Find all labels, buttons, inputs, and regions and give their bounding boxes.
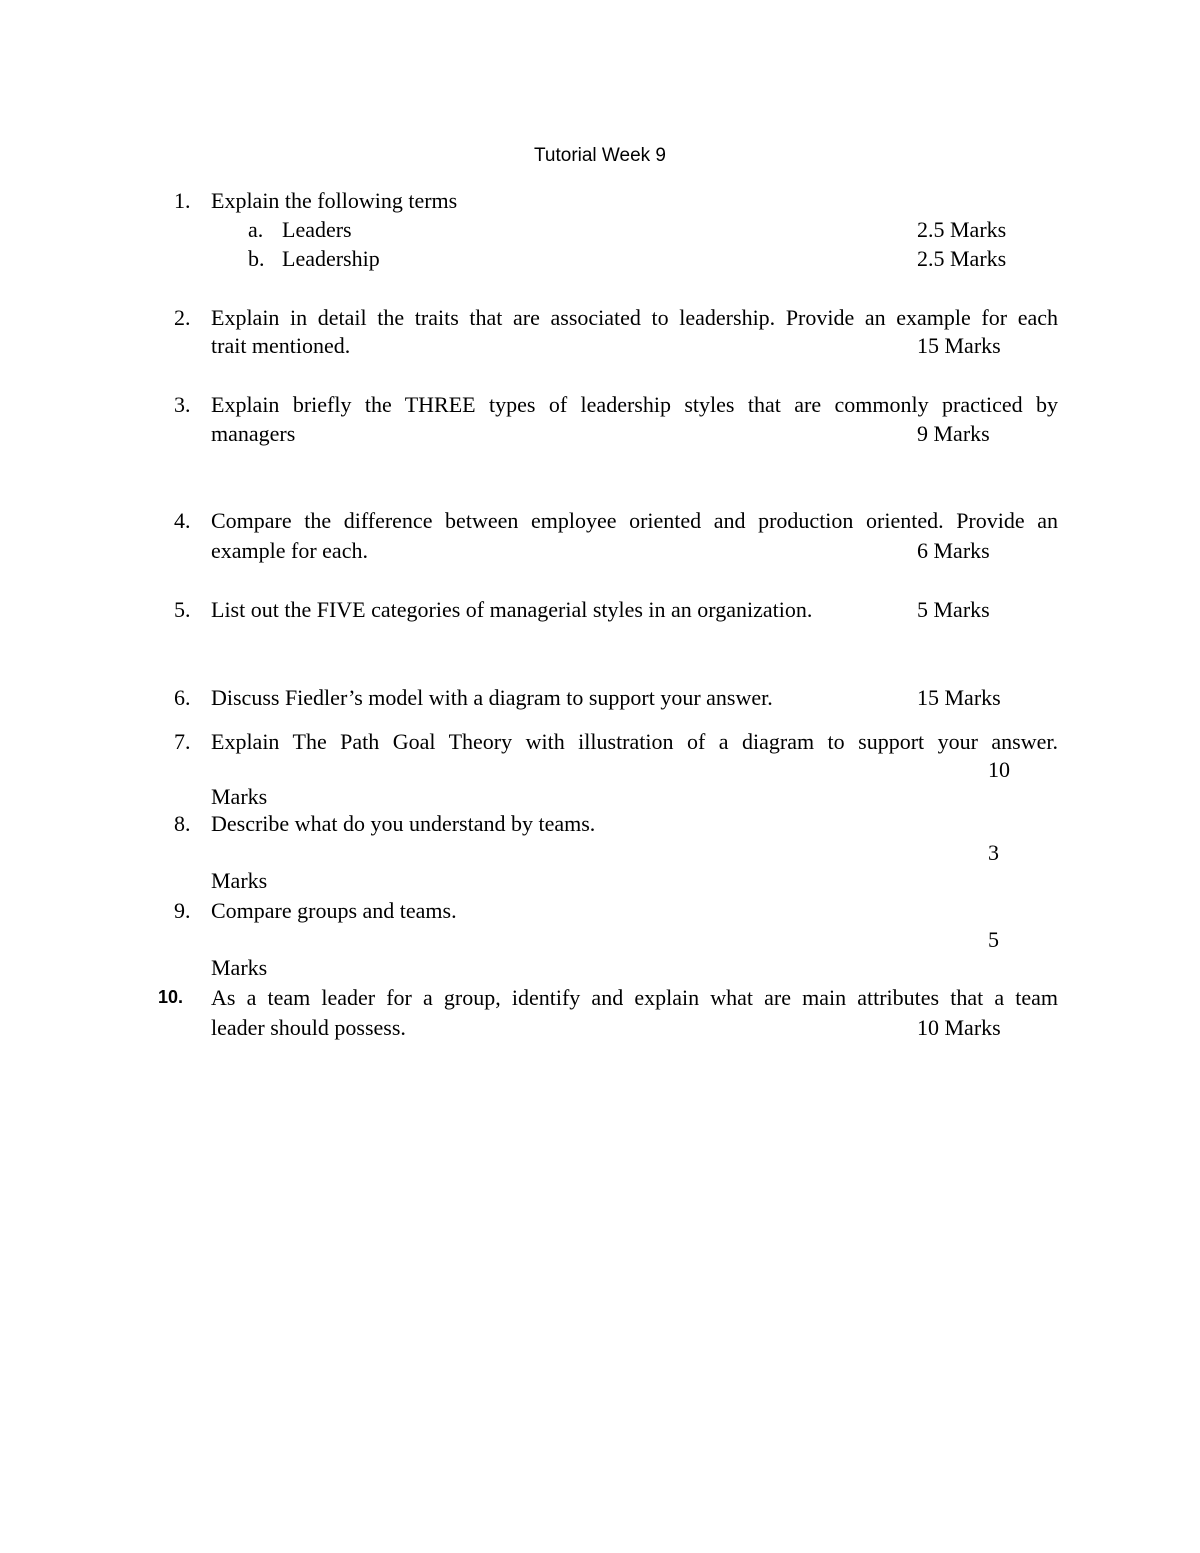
marks-label: 6 Marks: [917, 538, 990, 563]
part-text: Leadership: [282, 246, 380, 271]
question-text-line-2: leader should possess.: [211, 1015, 406, 1040]
question-number: 9.: [174, 898, 191, 923]
question-number: 1.: [174, 188, 191, 213]
document-title: Tutorial Week 9: [534, 145, 666, 166]
question-text-line-1: Compare the difference between employee oriented and production oriented. Provide an: [211, 508, 1058, 533]
marks-label: 15 Marks: [917, 685, 1001, 710]
part-letter: b.: [248, 246, 265, 271]
question-text-line-2: managers: [211, 421, 296, 446]
question-text-line-1: Explain briefly the THREE types of leadership styles that are commonly practiced by: [211, 392, 1058, 417]
marks-label: 2.5 Marks: [917, 217, 1007, 242]
marks-unit: Marks: [211, 955, 268, 980]
question-text: Discuss Fiedler’s model with a diagram to support your answer.: [211, 685, 773, 710]
marks-label: 15 Marks: [917, 333, 1001, 358]
marks-label: 9 Marks: [917, 421, 990, 446]
part-text: Leaders: [282, 217, 352, 242]
question-number: 3.: [174, 392, 191, 417]
marks-label: 5 Marks: [917, 597, 990, 622]
question-text-line-2: example for each.: [211, 538, 368, 563]
marks-value: 5: [988, 927, 999, 952]
question-text-line-1: As a team leader for a group, identify and explain what are main attributes that a team: [211, 985, 1058, 1010]
question-number: 2.: [174, 305, 191, 330]
part-letter: a.: [248, 217, 264, 242]
question-text-line-1: Explain in detail the traits that are associated to leadership. Provide an example for each: [211, 305, 1058, 330]
marks-label: 10 Marks: [917, 1015, 1001, 1040]
marks-value: 3: [988, 840, 999, 865]
question-text: Describe what do you understand by teams.: [211, 811, 596, 836]
question-number: 8.: [174, 811, 191, 836]
marks-unit: Marks: [211, 868, 268, 893]
question-text: List out the FIVE categories of managerial styles in an organization.: [211, 597, 813, 622]
question-number: 4.: [174, 508, 191, 533]
marks-value: 10: [988, 757, 1010, 782]
question-text: Explain the following terms: [211, 188, 458, 213]
question-number: 10.: [158, 987, 184, 1007]
marks-label: 2.5 Marks: [917, 246, 1007, 271]
question-text-line-2: trait mentioned.: [211, 333, 351, 358]
question-number: 7.: [174, 729, 191, 754]
question-text-line-1: Explain The Path Goal Theory with illustration of a diagram to support your answer.: [211, 729, 1058, 754]
question-number: 5.: [174, 597, 191, 622]
marks-unit: Marks: [211, 784, 268, 809]
question-text: Compare groups and teams.: [211, 898, 457, 923]
question-number: 6.: [174, 685, 191, 710]
